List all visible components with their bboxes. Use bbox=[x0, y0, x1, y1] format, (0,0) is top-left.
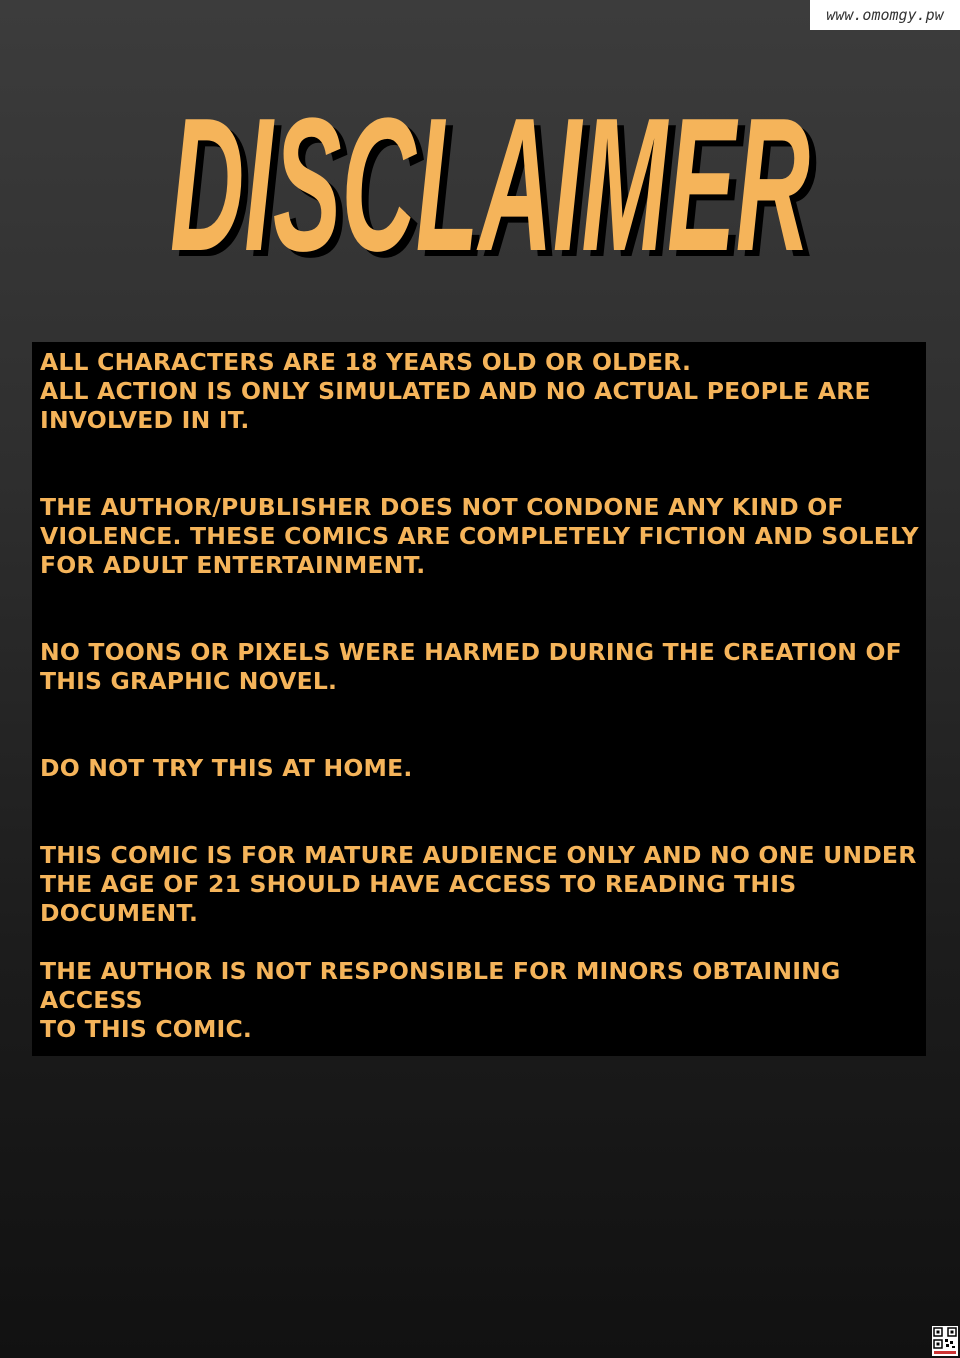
disclaimer-paragraph-mature: THIS COMIC IS FOR MATURE AUDIENCE ONLY AND NO ONE UNDER THE AGE OF 21 SHOULD HAVE ACCESS TO READING THIS DOCUMENT. bbox=[40, 841, 917, 927]
watermark-url: www.omomgy.pw bbox=[810, 0, 960, 30]
title-shadow: DISCLAIMER bbox=[177, 85, 817, 270]
disclaimer-title bbox=[140, 80, 840, 270]
title-text: DISCLAIMER bbox=[170, 80, 810, 270]
disclaimer-paragraph-minors: THE AUTHOR IS NOT RESPONSIBLE FOR MINORS OBTAINING ACCESS TO THIS COMIC. bbox=[40, 957, 841, 1043]
qr-code-icon bbox=[932, 1326, 958, 1356]
disclaimer-paragraph-age: ALL CHARACTERS ARE 18 YEARS OLD OR OLDER. ALL ACTION IS ONLY SIMULATED AND NO ACTUAL PEOPLE ARE INVOLVED IN IT. bbox=[40, 348, 871, 434]
disclaimer-paragraph-toons: NO TOONS OR PIXELS WERE HARMED DURING THE CREATION OF THIS GRAPHIC NOVEL. bbox=[40, 638, 902, 695]
disclaimer-panel bbox=[32, 342, 926, 1056]
disclaimer-paragraph-violence: THE AUTHOR/PUBLISHER DOES NOT CONDONE ANY KIND OF VIOLENCE. THESE COMICS ARE COMPLETELY FICTION AND SOLELY FOR ADULT ENTERTAINMENT. bbox=[40, 493, 919, 579]
disclaimer-paragraph-home: DO NOT TRY THIS AT HOME. bbox=[40, 754, 413, 782]
